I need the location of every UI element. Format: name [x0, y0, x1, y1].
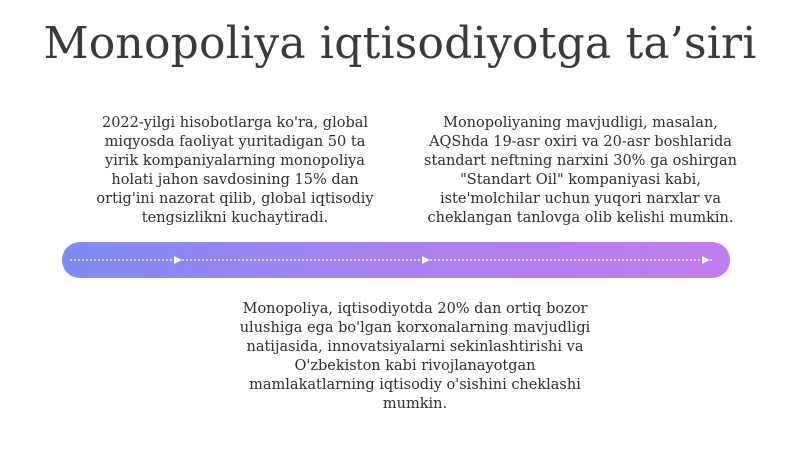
text-block-left: 2022-yilgi hisobotlarga ko'ra, global miqyosda faoliyat yuritadigan 50 ta yirik kompaniyalarning monopoliya holati jahon savdosining 15% dan ortig'ini nazorat qilib, global iqtisodiy tengsizlikni kuchaytiradi.: [96, 115, 374, 226]
arrow-right-icon: [422, 256, 430, 264]
page-title: Monopoliya iqtisodiyotga ta’siri: [43, 18, 757, 69]
text-block-bottom: Monopoliya, iqtisodiyotda 20% dan ortiq bozor ulushiga ega bo'lgan korxonalarning mavjudligi natijasida, innovatsiyalarni sekinlashtirishi va O'zbekiston kabi rivojlanayotgan mamlakatlarning iqtisodiy o'sishini cheklashi mumkin.: [239, 301, 591, 412]
text-block-right: Monopoliyaning mavjudligi, masalan, AQShda 19-asr oxiri va 20-asr boshlarida standart neftning narxini 30% ga oshirgan "Standart Oil" kompaniyasi kabi, iste'molchilar uchun yuqori narxlar va cheklangan tanlovga olib kelishi mumkin.: [424, 115, 737, 226]
timeline-arrows: [62, 242, 730, 278]
timeline-bar: [62, 242, 730, 278]
arrow-right-icon: [174, 256, 182, 264]
arrow-right-icon: [702, 256, 710, 264]
